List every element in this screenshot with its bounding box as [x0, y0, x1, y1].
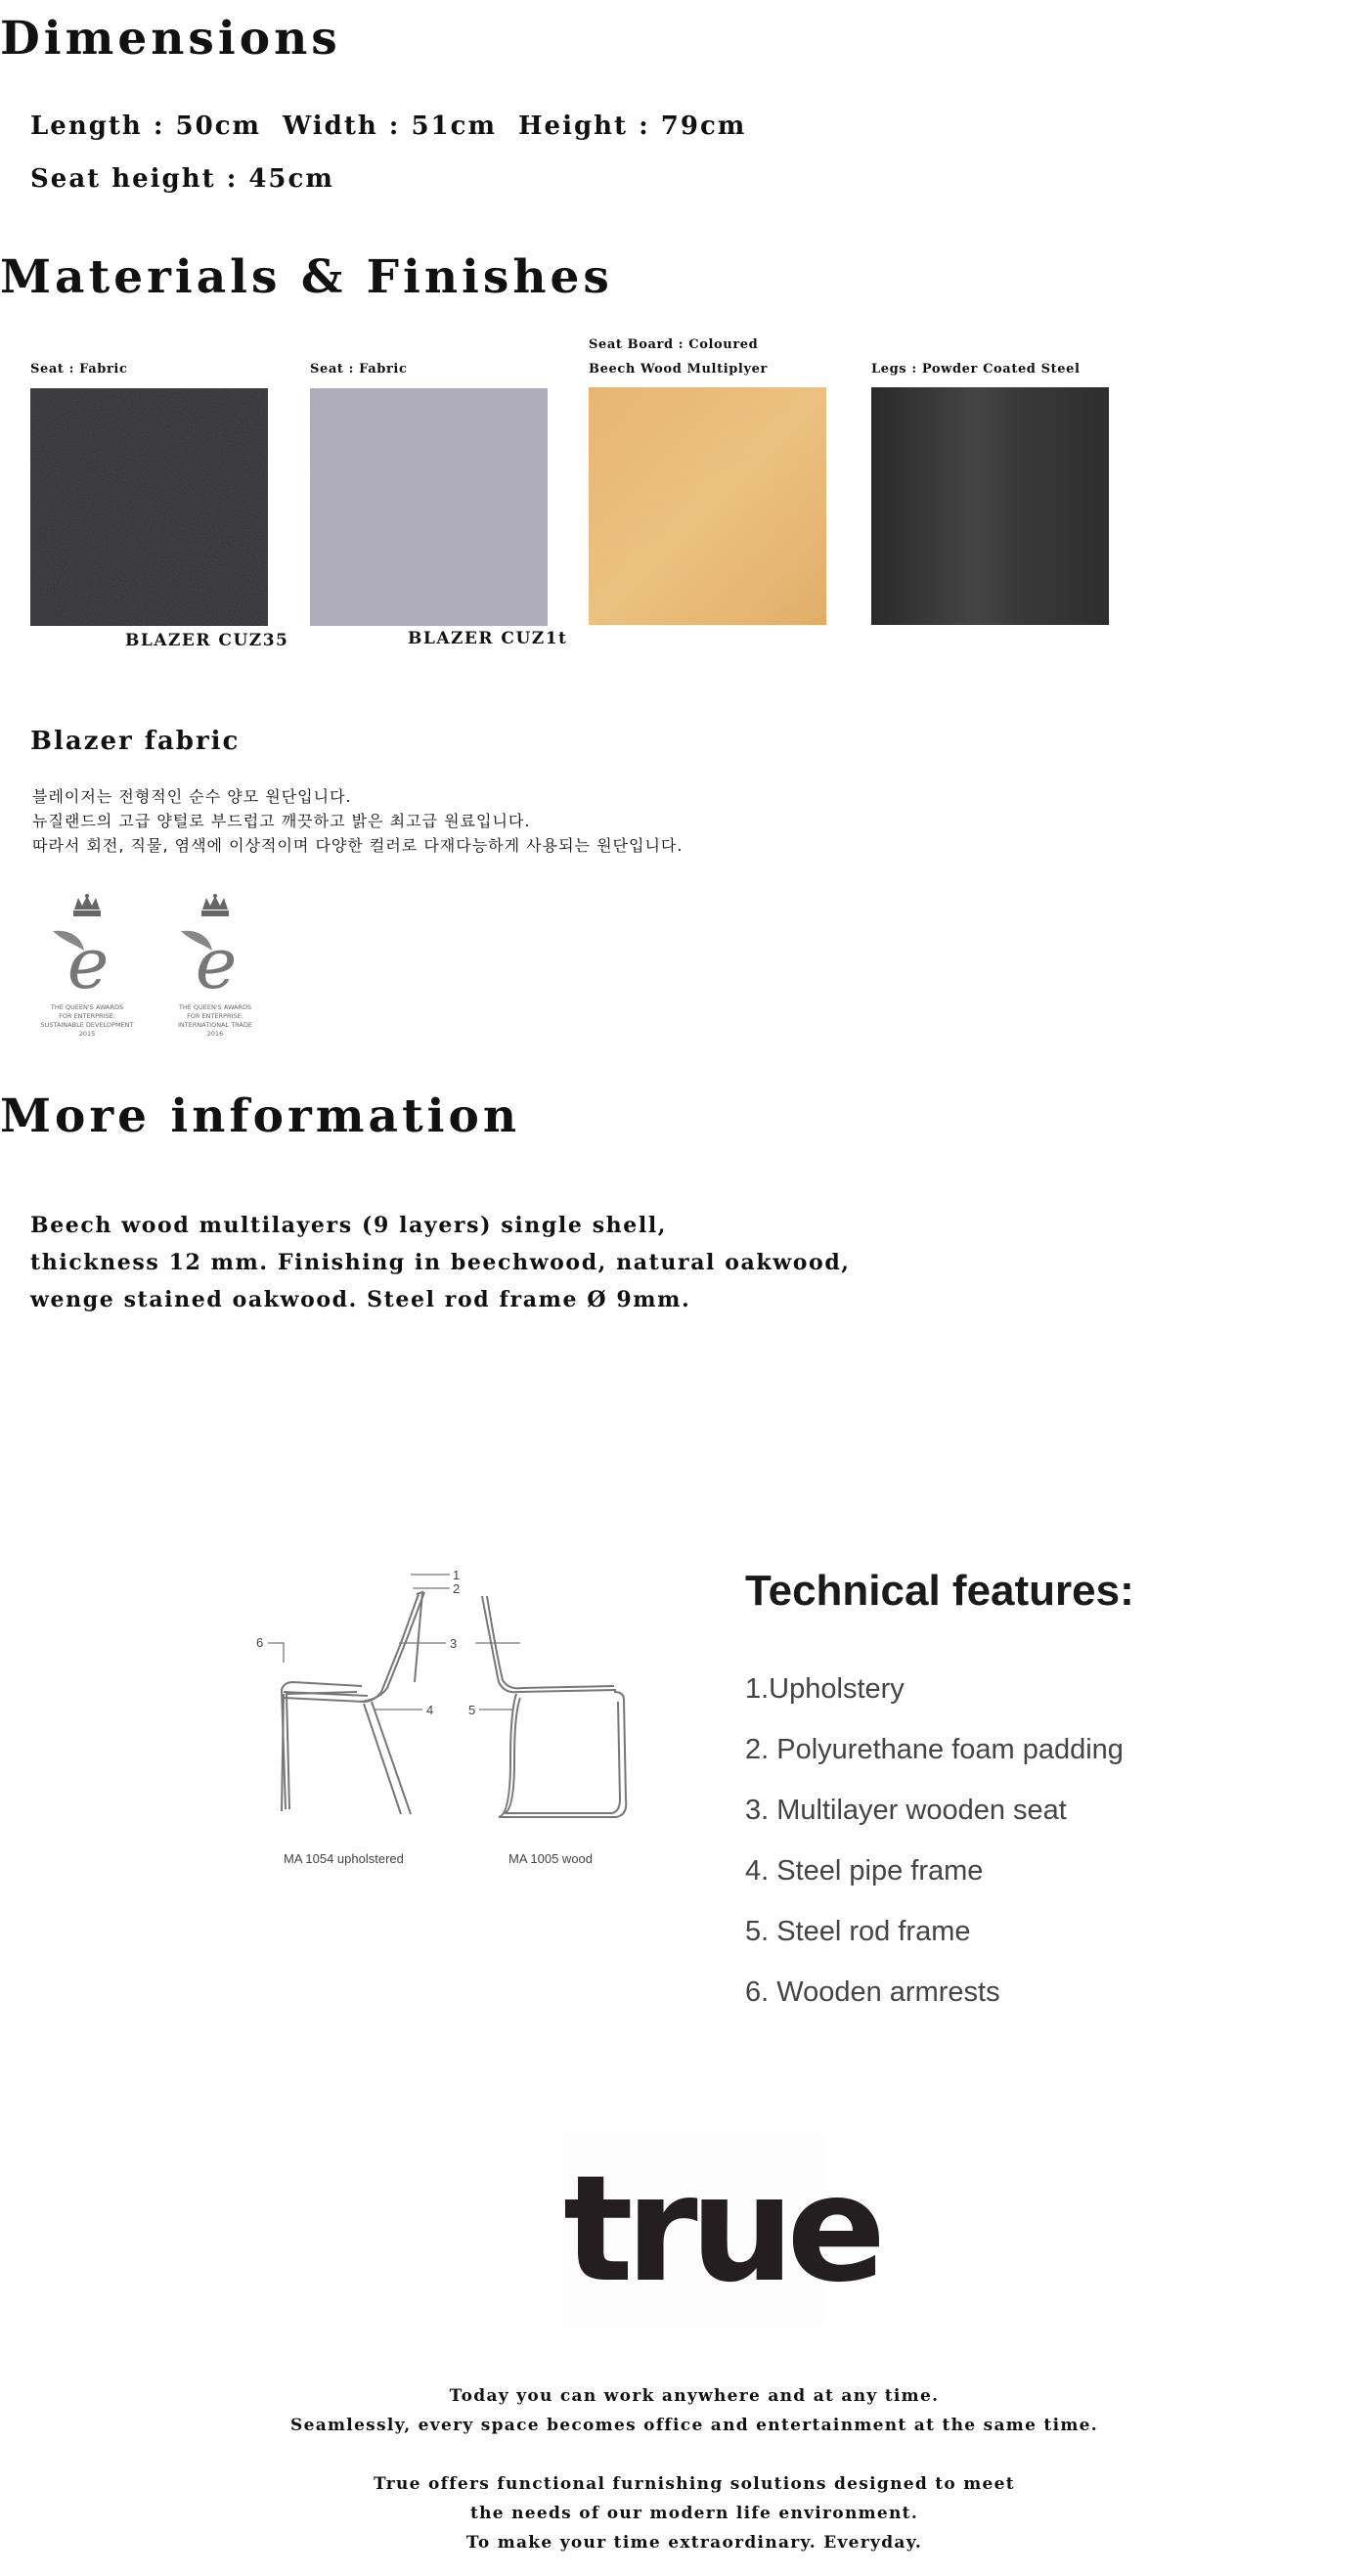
fabric-desc-line: 블레이저는 전형적인 순수 양모 원단입니다. — [32, 787, 352, 806]
seat-height-value: Seat height : 45cm — [30, 164, 334, 194]
diagram-number: 3 — [450, 1636, 458, 1651]
footer-line: the needs of our modern life environment. — [469, 2504, 919, 2523]
feature-item: 3. Multilayer wooden seat — [745, 1795, 1067, 1826]
diagram-number: 4 — [426, 1703, 434, 1717]
footer-text — [0, 2381, 1369, 2557]
more-info-line: Beech wood multilayers (9 layers) single shell, — [30, 1213, 668, 1238]
award-text: FOR ENTERPRISE: — [187, 1012, 243, 1020]
swatch-grey-fabric — [310, 388, 548, 626]
chair-diagram — [254, 1565, 645, 1878]
award-text: 2016 — [206, 1030, 224, 1038]
diagram-number: 6 — [256, 1635, 264, 1650]
swatch-dark-fabric — [30, 388, 268, 626]
feature-item: 6. Wooden armrests — [745, 1976, 1000, 2008]
fabric-description — [32, 784, 683, 858]
svg-text:e: e — [195, 922, 238, 999]
fabric-desc-line: 따라서 회전, 직물, 염색에 이상적이며 다양한 컬러로 다재다능하게 사용되는 원단입니다. — [32, 836, 684, 855]
materials-heading: Materials & Finishes — [0, 250, 613, 304]
technical-features-title: Technical features: — [745, 1567, 1134, 1615]
diagram-caption: MA 1005 wood — [508, 1851, 594, 1866]
queens-award-icon — [33, 892, 141, 999]
fabric-title: Blazer fabric — [30, 727, 241, 756]
swatch-label: Legs : Powder Coated Steel — [871, 362, 1081, 377]
swatch-name: BLAZER CUZ35 — [125, 631, 289, 650]
diagram-number: 5 — [468, 1703, 476, 1717]
feature-item: 5. Steel rod frame — [745, 1916, 971, 1947]
swatch-label: Seat : Fabric — [310, 362, 408, 377]
height-value: Height : 79cm — [517, 111, 747, 141]
swatch-label: Beech Wood Multiplyer — [589, 362, 768, 377]
more-info-line: thickness 12 mm. Finishing in beechwood, natural oakwood, — [30, 1250, 851, 1275]
award-text: SUSTAINABLE DEVELOPMENT — [40, 1021, 134, 1029]
diagram-number: 2 — [453, 1581, 461, 1596]
footer-line: Today you can work anywhere and at any time. — [449, 2386, 940, 2406]
swatch-label: Seat : Fabric — [30, 362, 128, 377]
swatch-powder-steel — [871, 387, 1109, 625]
more-info-heading: More information — [0, 1089, 521, 1143]
footer-line: Seamlessly, every space becomes office and entertainment at the same time. — [290, 2416, 1098, 2435]
fabric-desc-line: 뉴질랜드의 고급 양털로 부드럽고 깨끗하고 밝은 최고급 원료입니다. — [32, 812, 531, 830]
feature-item: 2. Polyurethane foam padding — [745, 1734, 1124, 1765]
chair-line-drawing — [254, 1565, 645, 1878]
grey-fabric-texture — [310, 388, 548, 626]
award-text: THE QUEEN'S AWARDS — [178, 1003, 252, 1011]
award-text: FOR ENTERPRISE: — [59, 1012, 115, 1020]
feature-item: 1.Upholstery — [745, 1673, 905, 1705]
wood-grain-texture — [589, 387, 826, 625]
dark-fabric-texture — [30, 388, 268, 626]
diagram-caption: MA 1054 upholstered — [284, 1851, 404, 1866]
dimensions-heading: Dimensions — [0, 12, 341, 66]
feature-item: 4. Steel pipe frame — [745, 1855, 984, 1887]
logo-text: true — [563, 2145, 879, 2315]
swatch-beech-wood — [589, 387, 826, 625]
footer-line: To make your time extraordinary. Everyday. — [465, 2533, 923, 2553]
technical-features-list — [745, 1672, 1124, 2036]
dimensions-row — [30, 111, 768, 141]
queens-award-icon — [161, 892, 269, 999]
footer-line — [0, 2440, 1369, 2469]
queens-award-trade — [161, 892, 269, 1039]
award-text: THE QUEEN'S AWARDS — [50, 1003, 124, 1011]
queens-award-sustainable — [33, 892, 141, 1039]
width-value: Width : 51cm — [283, 111, 497, 141]
svg-text:e: e — [66, 922, 110, 999]
more-info-line: wenge stained oakwood. Steel rod frame Ø 9mm. — [30, 1287, 691, 1312]
diagram-number: 1 — [453, 1568, 461, 1582]
swatch-name: BLAZER CUZ1t — [408, 629, 568, 648]
more-info-text — [30, 1207, 851, 1318]
award-text: INTERNATIONAL TRADE — [178, 1021, 252, 1029]
award-text: 2015 — [78, 1030, 96, 1038]
length-value: Length : 50cm — [30, 111, 262, 141]
steel-texture — [871, 387, 1109, 625]
swatch-label-line1: Seat Board : Coloured — [589, 337, 759, 352]
true-logo — [563, 2132, 879, 2328]
footer-line: True offers functional furnishing solutions designed to meet — [374, 2474, 1015, 2494]
